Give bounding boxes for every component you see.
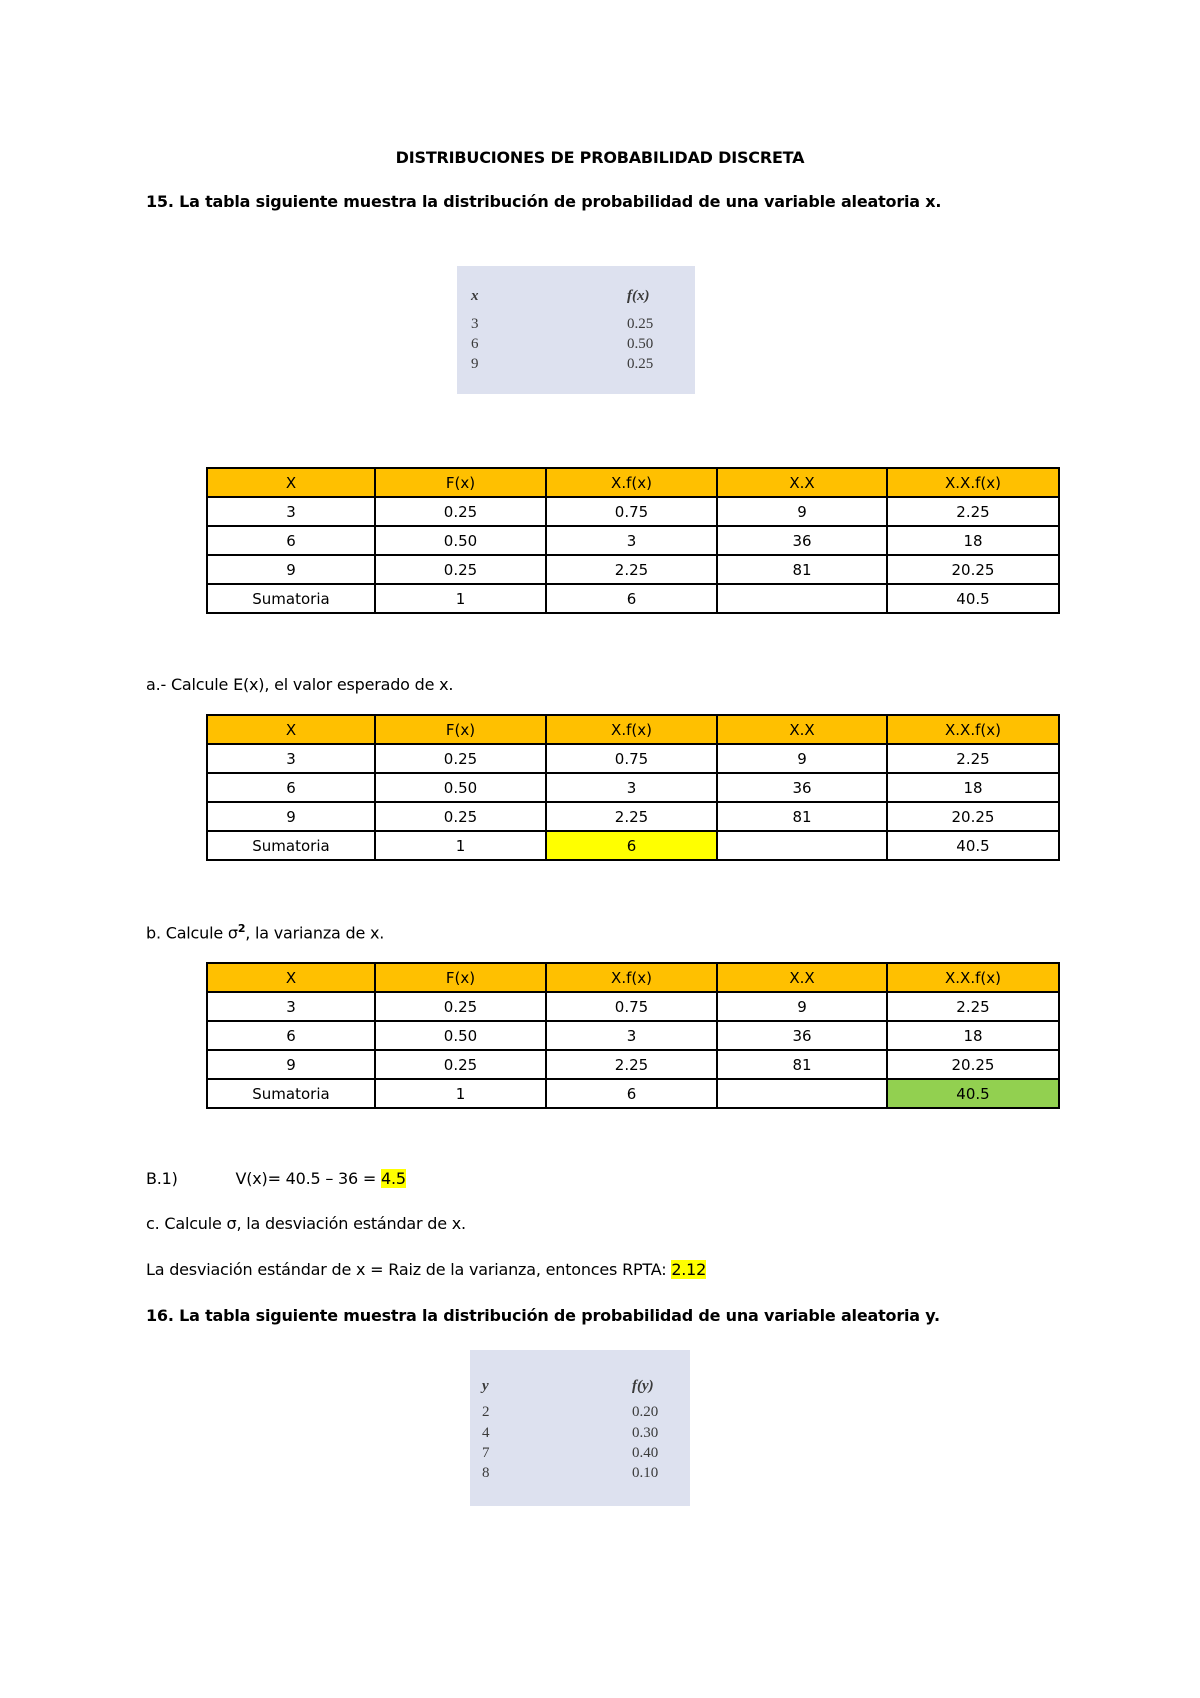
- table-cell: 0.75: [546, 744, 717, 773]
- b1-expression: V(x)= 40.5 – 36 =: [235, 1169, 381, 1188]
- table-header-row: [207, 468, 1059, 497]
- table-header-cell: X.X: [717, 715, 887, 744]
- table-cell: 2.25: [887, 497, 1059, 526]
- table-cell: 9: [207, 802, 375, 831]
- table-cell: Sumatoria: [207, 584, 375, 613]
- table-cell: [717, 1079, 887, 1108]
- table-cell: 0.25: [375, 1050, 546, 1079]
- table-cell: 3: [546, 773, 717, 802]
- image-cell: 6: [471, 336, 479, 352]
- image-cell: 3: [471, 316, 479, 332]
- image-header-fx: f(x): [627, 288, 650, 304]
- table-cell: 36: [717, 773, 887, 802]
- table-cell: Sumatoria: [207, 831, 375, 860]
- image-cell: 0.50: [627, 336, 654, 352]
- table-cell: 6: [207, 773, 375, 802]
- table-cell: 18: [887, 526, 1059, 555]
- table-cell: 1: [375, 584, 546, 613]
- table-cell: 6: [546, 1079, 717, 1108]
- image-cell: 0.20: [632, 1404, 659, 1420]
- distribution-image-y: [470, 1350, 690, 1506]
- table-header-cell: X.X.f(x): [887, 468, 1059, 497]
- table-cell: 3: [546, 526, 717, 555]
- image-cell: 4: [482, 1425, 490, 1441]
- distribution-image-x: [457, 266, 695, 394]
- image-cell: 9: [471, 356, 479, 372]
- b1-label: B.1): [146, 1169, 178, 1188]
- table-cell: 81: [717, 1050, 887, 1079]
- table-cell: 18: [887, 773, 1059, 802]
- table-row: [207, 555, 1059, 584]
- table-header-row: [207, 963, 1059, 992]
- table-cell: [717, 831, 887, 860]
- table-header-cell: F(x): [375, 715, 546, 744]
- part-c-answer: [146, 1260, 706, 1279]
- table-cell: 2.25: [546, 555, 717, 584]
- image-cell: 0.40: [632, 1445, 659, 1461]
- table-cell: 36: [717, 1021, 887, 1050]
- table-cell: 18: [887, 1021, 1059, 1050]
- table-row: [207, 773, 1059, 802]
- part-b-suffix: , la varianza de x.: [245, 923, 385, 943]
- table-row: [207, 1021, 1059, 1050]
- table-header-cell: X.f(x): [546, 963, 717, 992]
- computation-table-3: [206, 962, 1060, 1109]
- table-header-cell: F(x): [375, 468, 546, 497]
- table-row: [207, 802, 1059, 831]
- image-cell: 7: [482, 1445, 490, 1461]
- table-cell: 3: [207, 992, 375, 1021]
- variance-result: 4.5: [381, 1169, 406, 1188]
- table-header-cell: X.X.f(x): [887, 963, 1059, 992]
- table-header-cell: X: [207, 963, 375, 992]
- table-cell: 81: [717, 555, 887, 584]
- table-cell: 1: [375, 1079, 546, 1108]
- table-header-cell: X: [207, 468, 375, 497]
- table-header-cell: X.X.f(x): [887, 715, 1059, 744]
- table-cell: 0.25: [375, 497, 546, 526]
- part-a-statement: a.- Calcule E(x), el valor esperado de x.: [146, 675, 454, 694]
- table-row: [207, 497, 1059, 526]
- image-cell: 0.25: [627, 316, 654, 332]
- table-cell: 2.25: [546, 802, 717, 831]
- table-cell: 9: [207, 1050, 375, 1079]
- table-cell: 2.25: [887, 992, 1059, 1021]
- part-b-statement: [146, 922, 384, 942]
- computation-table-2: [206, 714, 1060, 861]
- table-row: [207, 1050, 1059, 1079]
- table-cell: 0.25: [375, 744, 546, 773]
- image-cell: 0.10: [632, 1465, 659, 1481]
- std-dev-result: 2.12: [671, 1260, 707, 1279]
- part-c-answer-text: La desviación estándar de x = Raiz de la varianza, entonces RPTA:: [146, 1260, 672, 1279]
- question-15-statement: 15. La tabla siguiente muestra la distribución de probabilidad de una variable aleatoria x.: [146, 192, 942, 211]
- table-cell: 0.75: [546, 497, 717, 526]
- table-cell: 40.5: [887, 831, 1059, 860]
- table-cell: Sumatoria: [207, 1079, 375, 1108]
- table-header-cell: X: [207, 715, 375, 744]
- image-header-fy: f(y): [632, 1378, 654, 1394]
- table-cell: 9: [717, 992, 887, 1021]
- table-cell: 0.25: [375, 555, 546, 584]
- table-cell: 0.50: [375, 526, 546, 555]
- table-cell: 9: [717, 744, 887, 773]
- sum-squares-cell: 40.5: [887, 1079, 1059, 1108]
- table-sum-row: [207, 831, 1059, 860]
- table-cell: 2.25: [887, 744, 1059, 773]
- image-header-x: x: [471, 288, 479, 304]
- image-header-y: y: [482, 1378, 489, 1394]
- table-header-cell: X.X: [717, 468, 887, 497]
- table-row: [207, 744, 1059, 773]
- table-cell: 1: [375, 831, 546, 860]
- table-cell: 81: [717, 802, 887, 831]
- image-cell: 8: [482, 1465, 490, 1481]
- table-cell: [717, 584, 887, 613]
- table-cell: 20.25: [887, 555, 1059, 584]
- table-sum-row: [207, 1079, 1059, 1108]
- table-cell: 40.5: [887, 584, 1059, 613]
- table-cell: 0.50: [375, 773, 546, 802]
- table-cell: 6: [207, 526, 375, 555]
- table-cell: 9: [717, 497, 887, 526]
- table-header-cell: X.X: [717, 963, 887, 992]
- table-cell: 0.50: [375, 1021, 546, 1050]
- table-row: [207, 526, 1059, 555]
- table-sum-row: [207, 584, 1059, 613]
- table-cell: 6: [546, 584, 717, 613]
- table-cell: 9: [207, 555, 375, 584]
- table-row: [207, 992, 1059, 1021]
- table-cell: 20.25: [887, 802, 1059, 831]
- b1-line: [146, 1169, 406, 1188]
- table-cell: 0.25: [375, 992, 546, 1021]
- table-cell: 2.25: [546, 1050, 717, 1079]
- question-16-statement: 16. La tabla siguiente muestra la distribución de probabilidad de una variable aleatoria y.: [146, 1306, 940, 1325]
- expected-value-cell: 6: [546, 831, 717, 860]
- part-b-prefix: b. Calcule σ: [146, 923, 238, 943]
- part-c-statement: c. Calcule σ, la desviación estándar de x.: [146, 1214, 466, 1233]
- document-title: DISTRIBUCIONES DE PROBABILIDAD DISCRETA: [395, 148, 805, 167]
- computation-table-1: [206, 467, 1060, 614]
- image-cell: 2: [482, 1404, 490, 1420]
- table-cell: 6: [207, 1021, 375, 1050]
- table-cell: 3: [546, 1021, 717, 1050]
- table-cell: 3: [207, 497, 375, 526]
- part-b-superscript: 2: [237, 922, 246, 935]
- table-cell: 36: [717, 526, 887, 555]
- table-header-cell: F(x): [375, 963, 546, 992]
- table-header-cell: X.f(x): [546, 715, 717, 744]
- table-cell: 20.25: [887, 1050, 1059, 1079]
- table-header-row: [207, 715, 1059, 744]
- table-header-cell: X.f(x): [546, 468, 717, 497]
- image-cell: 0.30: [632, 1425, 659, 1441]
- table-cell: 0.75: [546, 992, 717, 1021]
- table-cell: 3: [207, 744, 375, 773]
- table-cell: 0.25: [375, 802, 546, 831]
- image-cell: 0.25: [627, 356, 654, 372]
